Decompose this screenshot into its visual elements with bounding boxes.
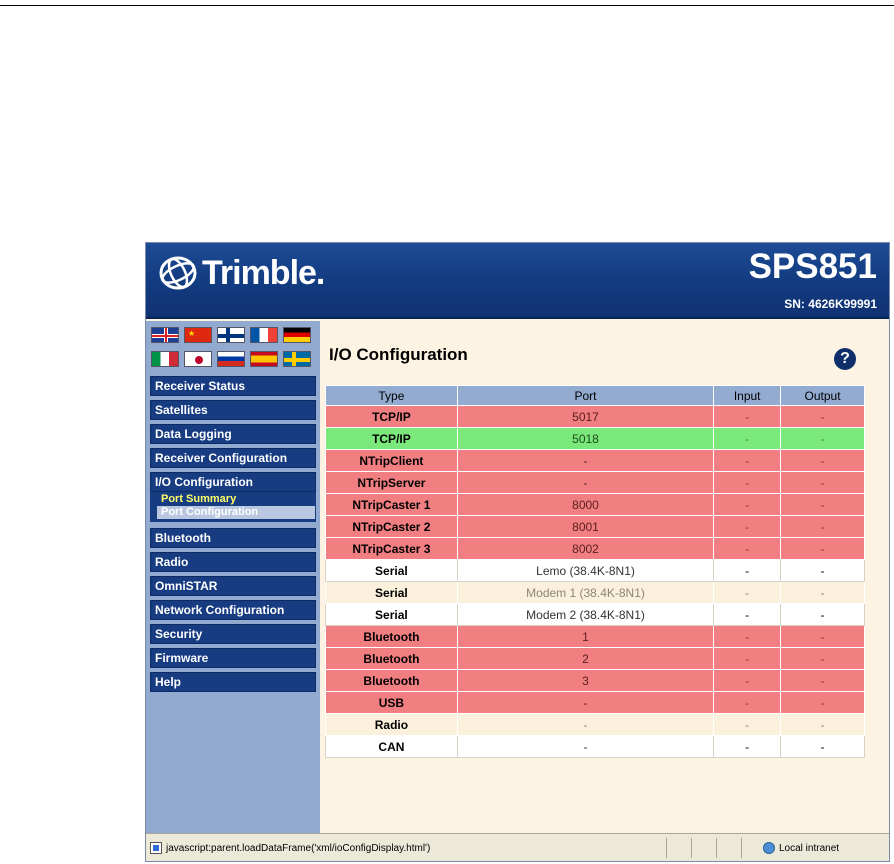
intranet-globe-icon (763, 842, 775, 854)
top-rule (0, 5, 894, 6)
column-header-output: Output (781, 386, 865, 406)
uk-flag-icon[interactable] (151, 327, 179, 343)
cell-output: - (781, 736, 865, 758)
cell-input: - (714, 670, 781, 692)
cell-port: Lemo (38.4K-8N1) (457, 560, 713, 582)
russia-flag-icon[interactable] (217, 351, 245, 367)
cell-port: - (457, 736, 713, 758)
cell-input: - (714, 472, 781, 494)
cell-port: Modem 2 (38.4K-8N1) (457, 604, 713, 626)
cell-output: - (781, 714, 865, 736)
cell-port: - (457, 714, 713, 736)
cell-type: NTripCaster 1 (326, 494, 458, 516)
language-flags (146, 321, 320, 367)
table-row (326, 428, 865, 450)
submenu-port-summary[interactable]: Port Summary (161, 493, 237, 505)
cell-input: - (714, 736, 781, 758)
cell-output: - (781, 406, 865, 428)
sidebar-item-satellites[interactable]: Satellites (150, 400, 316, 420)
cell-type: Bluetooth (326, 670, 458, 692)
cell-port: 8000 (457, 494, 713, 516)
sweden-flag-icon[interactable] (283, 351, 311, 367)
france-flag-icon[interactable] (250, 327, 278, 343)
page-icon (150, 842, 162, 854)
cell-output: - (781, 472, 865, 494)
cell-port: Modem 1 (38.4K-8N1) (457, 582, 713, 604)
sidebar (146, 321, 320, 833)
main-content (320, 321, 889, 833)
status-divider (691, 838, 692, 858)
cell-type: Bluetooth (326, 648, 458, 670)
sidebar-item-radio[interactable]: Radio (150, 552, 316, 572)
sidebar-item-help[interactable]: Help (150, 672, 316, 692)
cell-port: 3 (457, 670, 713, 692)
cell-port: - (457, 450, 713, 472)
table-header-row (326, 386, 865, 406)
finland-flag-icon[interactable] (217, 327, 245, 343)
cell-input: - (714, 560, 781, 582)
status-divider (716, 838, 717, 858)
cell-port: 2 (457, 648, 713, 670)
cell-input: - (714, 714, 781, 736)
cell-input: - (714, 648, 781, 670)
cell-port: 1 (457, 626, 713, 648)
cell-type: NTripCaster 2 (326, 516, 458, 538)
cell-output: - (781, 604, 865, 626)
cell-port: - (457, 692, 713, 714)
table-row (326, 450, 865, 472)
cell-type: Serial (326, 560, 458, 582)
cell-output: - (781, 560, 865, 582)
io-table-body (326, 406, 865, 758)
table-row (326, 494, 865, 516)
receiver-model: SPS851 (748, 247, 877, 286)
cell-type: Bluetooth (326, 626, 458, 648)
sidebar-item-receiver-status[interactable]: Receiver Status (150, 376, 316, 396)
status-bar (146, 833, 889, 861)
cell-output: - (781, 450, 865, 472)
cell-type: NTripClient (326, 450, 458, 472)
cell-port: - (457, 472, 713, 494)
page-title: I/O Configuration (329, 345, 468, 364)
sidebar-item-omnistar[interactable]: OmniSTAR (150, 576, 316, 596)
browser-window (145, 242, 890, 862)
column-header-type: Type (326, 386, 458, 406)
cell-input: - (714, 406, 781, 428)
sidebar-item-receiver-configuration[interactable]: Receiver Configuration (150, 448, 316, 468)
table-row (326, 582, 865, 604)
china-flag-icon[interactable]: ★ (184, 327, 212, 343)
table-row (326, 648, 865, 670)
column-header-port: Port (457, 386, 713, 406)
cell-type: CAN (326, 736, 458, 758)
cell-type: TCP/IP (326, 406, 458, 428)
cell-output: - (781, 428, 865, 450)
status-url: javascript:parent.loadDataFrame('xml/ioConfigDisplay.html') (166, 842, 431, 854)
cell-port: 8001 (457, 516, 713, 538)
sidebar-item-network-configuration[interactable]: Network Configuration (150, 600, 316, 620)
table-row (326, 472, 865, 494)
help-icon[interactable]: ? (834, 348, 856, 370)
sidebar-item-security[interactable]: Security (150, 624, 316, 644)
cell-input: - (714, 516, 781, 538)
cell-input: - (714, 626, 781, 648)
table-row (326, 736, 865, 758)
status-zone (763, 842, 839, 854)
sidebar-item-firmware[interactable]: Firmware (150, 648, 316, 668)
table-row (326, 538, 865, 560)
italy-flag-icon[interactable] (151, 351, 179, 367)
column-header-input: Input (714, 386, 781, 406)
cell-output: - (781, 692, 865, 714)
cell-type: Serial (326, 582, 458, 604)
cell-port: 5018 (457, 428, 713, 450)
sidebar-item-data-logging[interactable]: Data Logging (150, 424, 316, 444)
logo-text: Trimble. (202, 253, 325, 292)
table-row (326, 670, 865, 692)
japan-flag-icon[interactable] (184, 351, 212, 367)
globe-logo-icon (158, 255, 198, 291)
cell-output: - (781, 538, 865, 560)
io-configuration-submenu (150, 492, 316, 522)
cell-port: 5017 (457, 406, 713, 428)
cell-output: - (781, 648, 865, 670)
table-row (326, 604, 865, 626)
trimble-logo (158, 253, 324, 293)
header-banner (146, 243, 889, 319)
submenu-port-configuration[interactable]: Port Configuration (157, 506, 315, 519)
cell-input: - (714, 428, 781, 450)
cell-input: - (714, 494, 781, 516)
cell-type: Serial (326, 604, 458, 626)
cell-output: - (781, 670, 865, 692)
table-row (326, 626, 865, 648)
table-row (326, 560, 865, 582)
status-left (150, 842, 430, 854)
cell-output: - (781, 582, 865, 604)
cell-output: - (781, 494, 865, 516)
cell-output: - (781, 516, 865, 538)
cell-input: - (714, 692, 781, 714)
table-row (326, 714, 865, 736)
cell-port: 8002 (457, 538, 713, 560)
cell-input: - (714, 538, 781, 560)
table-row (326, 516, 865, 538)
cell-input: - (714, 604, 781, 626)
cell-type: USB (326, 692, 458, 714)
germany-flag-icon[interactable] (283, 327, 311, 343)
io-ports-table (325, 385, 865, 758)
cell-type: Radio (326, 714, 458, 736)
cell-output: - (781, 626, 865, 648)
sidebar-item-io-configuration[interactable]: I/O Configuration (150, 472, 316, 492)
status-divider (666, 838, 667, 858)
table-row (326, 406, 865, 428)
table-row (326, 692, 865, 714)
cell-input: - (714, 582, 781, 604)
cell-type: TCP/IP (326, 428, 458, 450)
zone-label: Local intranet (779, 842, 840, 854)
status-divider (741, 838, 742, 858)
cell-type: NTripServer (326, 472, 458, 494)
serial-number: SN: 4626K99991 (784, 297, 877, 311)
spain-flag-icon[interactable] (250, 351, 278, 367)
sidebar-item-bluetooth[interactable]: Bluetooth (150, 528, 316, 548)
cell-input: - (714, 450, 781, 472)
cell-type: NTripCaster 3 (326, 538, 458, 560)
navigation-menu (150, 376, 316, 696)
